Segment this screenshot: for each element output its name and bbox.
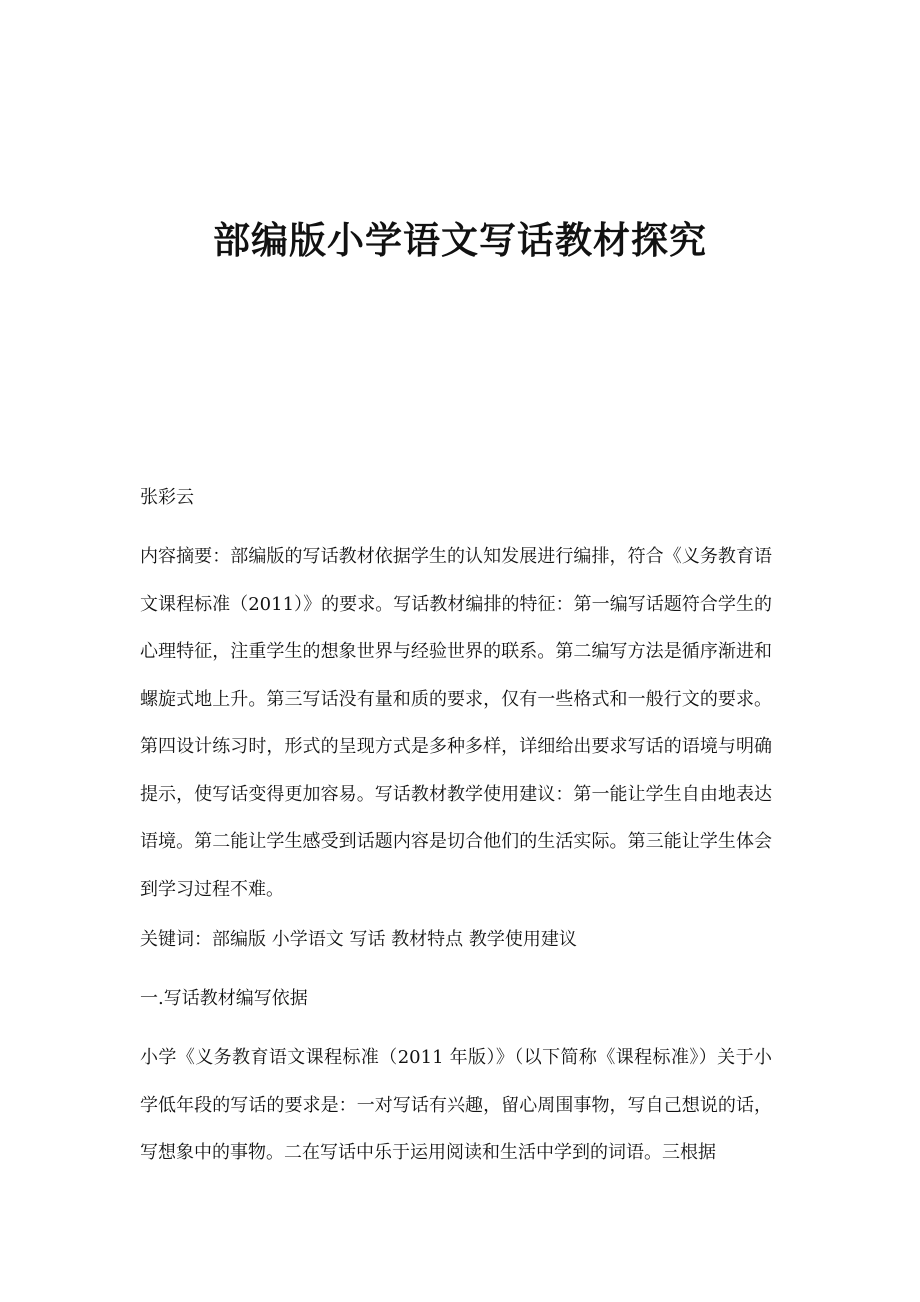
body-paragraph: 小学《义务教育语文课程标准（2011 年版）》（以下简称《课程标准》）关于小学低年段的写话的要求是：一对写话有兴趣，留心周围事物，写自己想说的话，写想象中的事物。二在写话中乐于运用阅读和生活中学到的词语。三根据 <box>140 1047 772 1163</box>
section-heading: 一.写话教材编写依据 <box>140 988 308 1009</box>
author-name: 张彩云 <box>140 487 194 508</box>
document-title: 部编版小学语文写话教材探究 <box>213 218 707 262</box>
keywords-line: 关键词：部编版 小学语文 写话 教材特点 教学使用建议 <box>140 929 577 950</box>
abstract-paragraph: 内容摘要：部编版的写话教材依据学生的认知发展进行编排，符合《义务教育语文课程标准（2011）》的要求。写话教材编排的特征：第一编写话题符合学生的心理特征，注重学生的想象世界与经验世界的联系。第二编写方法是循序渐进和螺旋式地上升。第三写话没有量和质的要求，仅有一些格式和一般行文的要求。第四设计练习时，形式的呈现方式是多种多样，详细给出要求写话的语境与明确提示，使写话变得更加容易。写话教材教学使用建议：第一能让学生自由地表达语境。第二能让学生感受到话题内容是切合他们的生活实际。第三能让学生体会到学习过程不难。 <box>140 546 772 900</box>
